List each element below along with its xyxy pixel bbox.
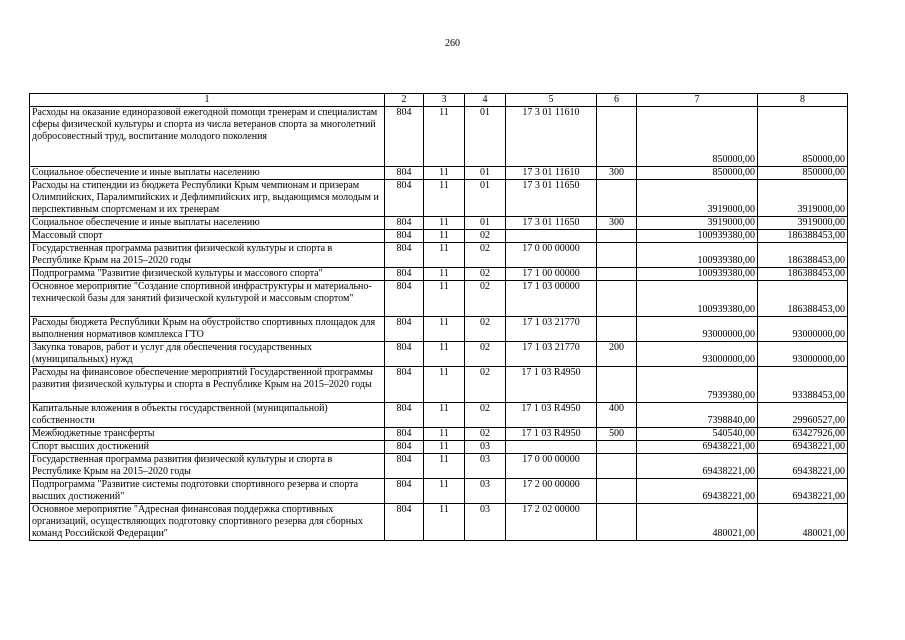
cell-expense-type	[597, 243, 637, 268]
table-row	[30, 342, 848, 367]
cell-section: 11	[424, 230, 465, 243]
cell-amount-2: 29960527,00	[758, 403, 848, 428]
cell-amount-1: 3919000,00	[637, 180, 758, 217]
cell-ministry: 804	[385, 217, 424, 230]
cell-ministry: 804	[385, 504, 424, 541]
cell-section: 11	[424, 367, 465, 403]
table-row	[30, 107, 848, 167]
cell-subsection: 02	[465, 268, 506, 281]
table-row	[30, 317, 848, 342]
cell-section: 11	[424, 243, 465, 268]
cell-section: 11	[424, 454, 465, 479]
cell-target-code: 17 1 03 21770	[506, 342, 597, 367]
page-number: 260	[445, 38, 460, 49]
cell-section: 11	[424, 167, 465, 180]
cell-amount-1: 100939380,00	[637, 243, 758, 268]
cell-amount-1: 69438221,00	[637, 479, 758, 504]
cell-ministry: 804	[385, 107, 424, 167]
column-header: 8	[758, 94, 848, 107]
cell-section: 11	[424, 217, 465, 230]
cell-expense-type	[597, 317, 637, 342]
cell-expense-type	[597, 230, 637, 243]
cell-target-code	[506, 230, 597, 243]
column-header: 5	[506, 94, 597, 107]
cell-ministry: 804	[385, 454, 424, 479]
cell-name: Спорт высших достижений	[30, 441, 385, 454]
cell-section: 11	[424, 281, 465, 317]
cell-expense-type: 500	[597, 428, 637, 441]
cell-amount-1: 850000,00	[637, 167, 758, 180]
cell-ministry: 804	[385, 479, 424, 504]
cell-amount-2: 69438221,00	[758, 441, 848, 454]
table-row	[30, 454, 848, 479]
cell-amount-2: 69438221,00	[758, 479, 848, 504]
cell-amount-2: 850000,00	[758, 167, 848, 180]
cell-amount-1: 100939380,00	[637, 281, 758, 317]
cell-amount-1: 100939380,00	[637, 230, 758, 243]
cell-expense-type	[597, 180, 637, 217]
cell-ministry: 804	[385, 180, 424, 217]
table-row	[30, 281, 848, 317]
cell-amount-2: 93388453,00	[758, 367, 848, 403]
cell-name: Межбюджетные трансферты	[30, 428, 385, 441]
table-row	[30, 217, 848, 230]
cell-expense-type: 300	[597, 167, 637, 180]
table-row	[30, 479, 848, 504]
cell-subsection: 01	[465, 107, 506, 167]
cell-section: 11	[424, 403, 465, 428]
cell-name: Массовый спорт	[30, 230, 385, 243]
table-row	[30, 441, 848, 454]
cell-section: 11	[424, 441, 465, 454]
cell-section: 11	[424, 180, 465, 217]
cell-section: 11	[424, 107, 465, 167]
cell-subsection: 02	[465, 342, 506, 367]
cell-target-code: 17 1 03 R4950	[506, 367, 597, 403]
cell-subsection: 02	[465, 230, 506, 243]
cell-subsection: 03	[465, 441, 506, 454]
cell-amount-1: 7398840,00	[637, 403, 758, 428]
header-row	[30, 94, 848, 107]
column-header: 6	[597, 94, 637, 107]
cell-amount-1: 69438221,00	[637, 454, 758, 479]
cell-name: Социальное обеспечение и иные выплаты населению	[30, 217, 385, 230]
table-row	[30, 230, 848, 243]
cell-ministry: 804	[385, 281, 424, 317]
cell-amount-2: 69438221,00	[758, 454, 848, 479]
cell-target-code: 17 1 03 R4950	[506, 403, 597, 428]
cell-amount-1: 93000000,00	[637, 342, 758, 367]
cell-amount-2: 186388453,00	[758, 281, 848, 317]
cell-amount-2: 480021,00	[758, 504, 848, 541]
cell-section: 11	[424, 342, 465, 367]
cell-target-code: 17 0 00 00000	[506, 243, 597, 268]
cell-target-code: 17 3 01 11610	[506, 107, 597, 167]
cell-amount-2: 186388453,00	[758, 243, 848, 268]
table-row	[30, 268, 848, 281]
cell-expense-type: 200	[597, 342, 637, 367]
cell-subsection: 02	[465, 317, 506, 342]
cell-name: Подпрограмма "Развитие физической культуры и массового спорта"	[30, 268, 385, 281]
cell-subsection: 03	[465, 479, 506, 504]
cell-ministry: 804	[385, 441, 424, 454]
cell-target-code: 17 3 01 11650	[506, 180, 597, 217]
cell-amount-2: 186388453,00	[758, 230, 848, 243]
cell-subsection: 03	[465, 504, 506, 541]
cell-ministry: 804	[385, 268, 424, 281]
column-header: 3	[424, 94, 465, 107]
table-row	[30, 180, 848, 217]
cell-expense-type: 300	[597, 217, 637, 230]
cell-expense-type	[597, 479, 637, 504]
cell-ministry: 804	[385, 428, 424, 441]
cell-ministry: 804	[385, 243, 424, 268]
column-header: 4	[465, 94, 506, 107]
column-header: 7	[637, 94, 758, 107]
cell-expense-type	[597, 281, 637, 317]
cell-ministry: 804	[385, 317, 424, 342]
cell-amount-1: 480021,00	[637, 504, 758, 541]
table-row	[30, 403, 848, 428]
table-row	[30, 243, 848, 268]
cell-amount-2: 93000000,00	[758, 342, 848, 367]
cell-target-code: 17 1 03 21770	[506, 317, 597, 342]
cell-target-code: 17 0 00 00000	[506, 454, 597, 479]
column-header: 2	[385, 94, 424, 107]
cell-subsection: 02	[465, 428, 506, 441]
cell-expense-type	[597, 268, 637, 281]
cell-ministry: 804	[385, 367, 424, 403]
cell-subsection: 02	[465, 367, 506, 403]
cell-name: Основное мероприятие "Создание спортивной инфраструктуры и материально-технической базы для занятий физической культурой и массовым спортом"	[30, 281, 385, 317]
cell-ministry: 804	[385, 403, 424, 428]
cell-name: Государственная программа развития физической культуры и спорта в Республике Крым на 2015–2020 годы	[30, 454, 385, 479]
cell-subsection: 03	[465, 454, 506, 479]
cell-subsection: 01	[465, 217, 506, 230]
cell-amount-2: 63427926,00	[758, 428, 848, 441]
cell-subsection: 02	[465, 243, 506, 268]
budget-table	[29, 93, 848, 541]
cell-name: Расходы на финансовое обеспечение мероприятий Государственной программы развития физической культуры и спорта в Республике Крым на 2015–2020 годы	[30, 367, 385, 403]
cell-expense-type	[597, 441, 637, 454]
table-row	[30, 167, 848, 180]
cell-section: 11	[424, 317, 465, 342]
cell-name: Расходы бюджета Республики Крым на обустройство спортивных площадок для выполнения нормативов комплекса ГТО	[30, 317, 385, 342]
cell-subsection: 01	[465, 167, 506, 180]
cell-ministry: 804	[385, 342, 424, 367]
cell-name: Основное мероприятие "Адресная финансовая поддержка спортивных организаций, осуществляющих подготовку спортивного резерва для сборных команд Российской Федерации"	[30, 504, 385, 541]
cell-name: Закупка товаров, работ и услуг для обеспечения государственных (муниципальных) нужд	[30, 342, 385, 367]
cell-section: 11	[424, 428, 465, 441]
cell-target-code: 17 2 00 00000	[506, 479, 597, 504]
cell-target-code: 17 1 03 R4950	[506, 428, 597, 441]
cell-amount-1: 3919000,00	[637, 217, 758, 230]
column-header: 1	[30, 94, 385, 107]
cell-amount-2: 850000,00	[758, 107, 848, 167]
table-row	[30, 504, 848, 541]
cell-amount-2: 186388453,00	[758, 268, 848, 281]
cell-subsection: 02	[465, 403, 506, 428]
cell-ministry: 804	[385, 230, 424, 243]
table-row	[30, 428, 848, 441]
cell-expense-type	[597, 107, 637, 167]
cell-name: Государственная программа развития физической культуры и спорта в Республике Крым на 2015–2020 годы	[30, 243, 385, 268]
cell-amount-1: 69438221,00	[637, 441, 758, 454]
cell-target-code: 17 2 02 00000	[506, 504, 597, 541]
cell-amount-1: 850000,00	[637, 107, 758, 167]
cell-expense-type	[597, 454, 637, 479]
cell-target-code: 17 1 00 00000	[506, 268, 597, 281]
cell-amount-2: 3919000,00	[758, 217, 848, 230]
cell-expense-type	[597, 367, 637, 403]
cell-target-code: 17 3 01 11610	[506, 167, 597, 180]
cell-amount-1: 93000000,00	[637, 317, 758, 342]
cell-section: 11	[424, 504, 465, 541]
cell-name: Социальное обеспечение и иные выплаты населению	[30, 167, 385, 180]
cell-subsection: 02	[465, 281, 506, 317]
cell-subsection: 01	[465, 180, 506, 217]
cell-expense-type	[597, 504, 637, 541]
cell-amount-1: 7939380,00	[637, 367, 758, 403]
cell-amount-1: 540540,00	[637, 428, 758, 441]
cell-ministry: 804	[385, 167, 424, 180]
cell-amount-2: 93000000,00	[758, 317, 848, 342]
cell-target-code: 17 3 01 11650	[506, 217, 597, 230]
cell-target-code: 17 1 03 00000	[506, 281, 597, 317]
table-row	[30, 367, 848, 403]
cell-name: Подпрограмма "Развитие системы подготовки спортивного резерва и спорта высших достижений"	[30, 479, 385, 504]
cell-name: Расходы на оказание единоразовой ежегодной помощи тренерам и специалистам сферы физической культуры и спорта из числа ветеранов спорта за многолетний добросовестный труд, воспитание молодого поколения	[30, 107, 385, 167]
cell-expense-type: 400	[597, 403, 637, 428]
cell-target-code	[506, 441, 597, 454]
cell-amount-1: 100939380,00	[637, 268, 758, 281]
cell-name: Капитальные вложения в объекты государственной (муниципальной) собственности	[30, 403, 385, 428]
cell-name: Расходы на стипендии из бюджета Республики Крым чемпионам и призерам Олимпийских, Паралимпийских и Дефлимпийских игр, выдающимся молодым и перспективным спортсменам и их тренерам	[30, 180, 385, 217]
cell-section: 11	[424, 479, 465, 504]
cell-section: 11	[424, 268, 465, 281]
cell-amount-2: 3919000,00	[758, 180, 848, 217]
